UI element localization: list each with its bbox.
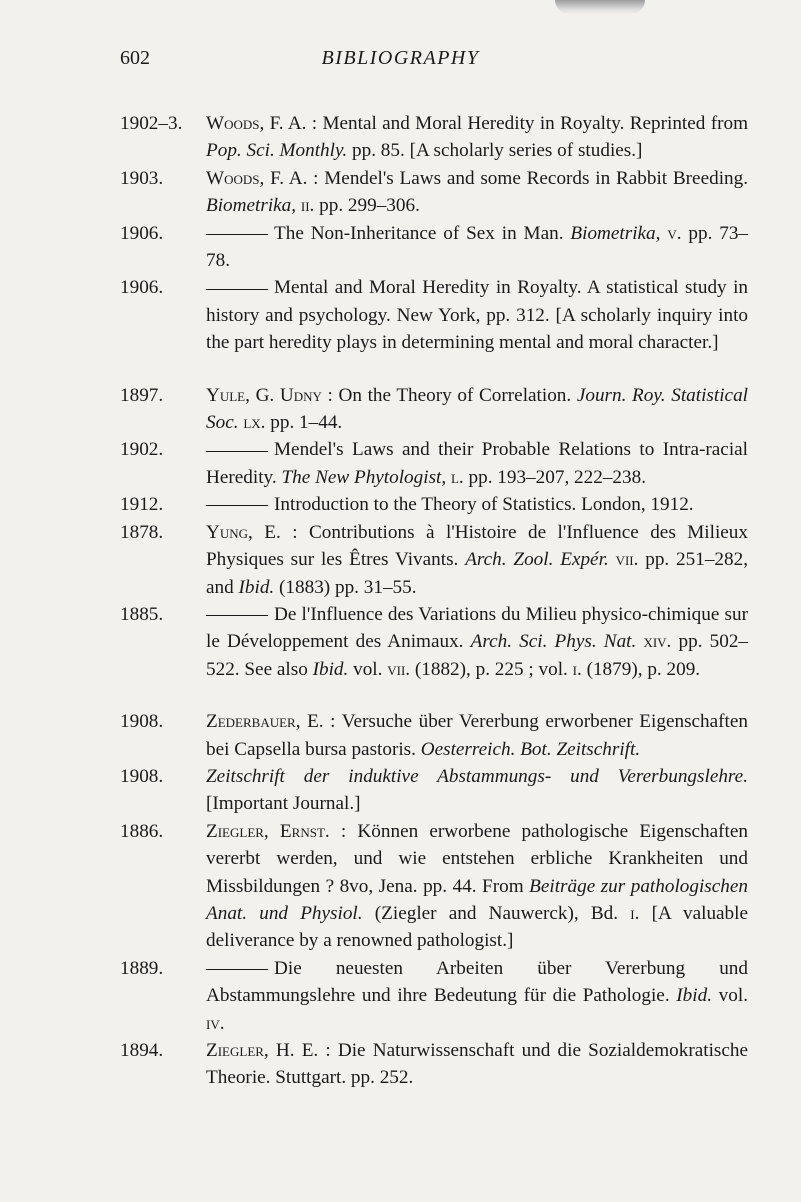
entry-text xyxy=(206,763,748,818)
entry-fragment: pp. 251–282, and xyxy=(206,549,749,598)
bibliography-entry xyxy=(120,220,748,275)
entry-fragment: pp. 193–207, 222–238. xyxy=(463,466,646,488)
entry-fragment: The Non-Inheritance of Sex in Man. xyxy=(274,222,571,244)
entry-text xyxy=(206,110,748,165)
entry-text xyxy=(206,165,748,220)
entry-fragment: [A valuable deliverance by a renowned pathologist.] xyxy=(206,902,748,952)
small-caps-text: Woods, F. A. xyxy=(206,113,307,134)
small-caps-text: Woods, F. A. xyxy=(206,167,308,189)
ditto-dash xyxy=(206,505,268,506)
bibliography-entry xyxy=(120,708,748,763)
entry-year: 1894. xyxy=(120,1040,164,1061)
entry-year: 1906. xyxy=(120,222,164,244)
small-caps-text: l. xyxy=(450,466,464,488)
italic-title: Arch. Sci. Phys. Nat. xyxy=(470,631,637,653)
bibliography-entry xyxy=(120,274,748,356)
entry-fragment: (1883) pp. 31–55. xyxy=(274,576,417,598)
entry-text xyxy=(206,1037,748,1092)
entry-fragment: Die neuesten Arbeiten über Vererbung und Abstammungslehre und ihre Bedeutung für die Pathologie. xyxy=(206,957,748,1007)
italic-title: Pop. Sci. Monthly. xyxy=(206,140,348,162)
entry-fragment: (1879), p. 209. xyxy=(581,658,701,680)
entry-fragment: vol. xyxy=(712,985,748,1007)
entry-fragment: Mental and Moral Heredity in Royalty. A statistical study in history and psychology. New York, pp. 312. [A scholarly inquiry into the part heredity plays in determining mental and moral character.] xyxy=(206,277,748,354)
entry-year: 1912. xyxy=(120,494,164,516)
italic-title: Ibid. xyxy=(676,985,713,1007)
ditto-dash xyxy=(206,234,268,235)
entry-fragment: : Contributions à l'Histoire de l'Influence des Milieux Physiques sur les Êtres Vivants. xyxy=(206,521,748,571)
entry-text xyxy=(206,436,748,491)
entry-fragment: pp. 1–44. xyxy=(265,412,343,434)
entry-fragment xyxy=(609,549,616,570)
entry-fragment: [Important Journal.] xyxy=(206,793,361,815)
small-caps-text: iv. xyxy=(206,1012,225,1034)
italic-title: Arch. Zool. Expér. xyxy=(465,549,609,571)
bibliography-entry xyxy=(120,519,748,601)
small-caps-text: Zederbauer, E. xyxy=(206,711,324,733)
entry-fragment: vol. xyxy=(348,658,388,680)
entry-fragment: pp. 502–522. See also xyxy=(206,631,749,680)
entry-fragment: pp. 299–306. xyxy=(314,195,420,217)
ditto-dash xyxy=(206,289,268,290)
italic-title: Journ. Roy. Statistical Soc. xyxy=(206,384,748,434)
entry-text xyxy=(206,220,748,275)
small-caps-text: xiv. xyxy=(643,631,672,653)
entry-fragment: : On the Theory of Correlation. xyxy=(321,384,577,406)
small-caps-text: vii. xyxy=(387,658,411,680)
entry-year: 1897. xyxy=(120,384,164,406)
entry-text xyxy=(206,491,748,518)
italic-title: Oesterreich. Bot. Zeitschrift. xyxy=(420,738,641,760)
entry-fragment: : Mental and Moral Heredity in Royalty. Reprinted from xyxy=(306,113,748,134)
bibliography-entry xyxy=(120,763,748,818)
bibliography-entry xyxy=(120,491,748,518)
entry-text xyxy=(206,382,748,437)
entry-fragment: : Können erworbene pathologische Eigenschaften vererbt werden, und wie entstehen erbliche Krankheiten und Missbildungen ? 8vo, Jena. pp. 44. From xyxy=(206,820,748,897)
entry-text xyxy=(206,601,748,683)
ditto-dash xyxy=(206,451,268,452)
small-caps-text: i. xyxy=(630,902,640,924)
bibliography-entry xyxy=(120,1037,748,1092)
entry-year: 1885. xyxy=(120,603,164,625)
entry-year: 1906. xyxy=(120,277,164,299)
ditto-dash xyxy=(206,969,268,970)
entry-year: 1908. xyxy=(120,765,164,787)
entry-fragment: (1882), p. 225 ; vol. xyxy=(410,658,573,680)
small-caps-text: v. xyxy=(667,222,682,244)
italic-title: Biometrika, xyxy=(206,195,297,217)
italic-title: Ibid. xyxy=(238,576,275,598)
entry-text xyxy=(206,955,748,1037)
entry-year: 1908. xyxy=(120,711,164,733)
running-head: BIBLIOGRAPHY xyxy=(321,47,480,69)
entry-fragment: pp. 85. [A scholarly series of studies.] xyxy=(347,140,643,162)
entry-text xyxy=(206,274,748,356)
italic-title: Beiträge zur pathologischen Anat. und Physiol. xyxy=(206,875,748,924)
entry-fragment: : Versuche über Vererbung erworbener Eigenschaften bei Capsella bursa pastoris. xyxy=(206,711,748,760)
small-caps-text: Yule, G. Udny xyxy=(206,384,322,406)
italic-title: Zeitschrift der induktive Abstammungs- und Vererbungslehre. xyxy=(206,765,748,787)
entry-year: 1889. xyxy=(120,957,164,979)
small-caps-text: i. xyxy=(572,658,582,680)
entry-fragment: (Ziegler and Nauwerck), Bd. xyxy=(362,902,631,924)
entry-year: 1902. xyxy=(120,439,164,461)
entry-fragment: Introduction to the Theory of Statistics. London, 1912. xyxy=(274,494,694,516)
entry-text xyxy=(206,818,748,955)
italic-title: Biometrika, xyxy=(570,222,661,244)
small-caps-text: ii. xyxy=(300,195,315,217)
italic-title: Ibid. xyxy=(312,658,349,680)
bibliography-entry xyxy=(120,436,748,491)
bibliography-entry xyxy=(120,110,748,165)
small-caps-text: Yung, E. xyxy=(206,521,281,543)
entry-text xyxy=(206,519,748,601)
entry-fragment: : Mendel's Laws and some Records in Rabbit Breeding. xyxy=(307,167,749,189)
entry-year: 1886. xyxy=(120,820,164,842)
bibliography-entry xyxy=(120,165,748,220)
small-caps-text: Ziegler, H. E. xyxy=(206,1040,319,1061)
entry-fragment: De l'Influence des Variations du Milieu physico-chimique sur le Développement des Animaux. xyxy=(206,603,748,653)
entry-fragment: : Die Naturwissenschaft und die Sozialdemokratische Theorie. Stuttgart. pp. 252. xyxy=(206,1040,748,1089)
italic-title: The New Phytologist, xyxy=(281,466,447,488)
entry-fragment: pp. 73–78. xyxy=(206,222,749,272)
entry-text xyxy=(206,708,748,763)
bibliography-entry xyxy=(120,955,748,1037)
small-caps-text: Ziegler, Ernst. xyxy=(206,820,330,842)
small-caps-text: lx. xyxy=(243,412,266,434)
page-header xyxy=(0,47,801,77)
bibliography-entry xyxy=(120,382,748,437)
bibliography-entry xyxy=(120,601,748,683)
entry-year: 1902–3. xyxy=(120,113,183,134)
bibliography-entry xyxy=(120,818,748,955)
page-number: 602 xyxy=(120,47,150,69)
entry-year: 1878. xyxy=(120,521,164,543)
scan-shadow xyxy=(555,0,645,14)
small-caps-text: vii. xyxy=(615,549,639,571)
bibliography-list xyxy=(120,110,748,1092)
entry-fragment: Mendel's Laws and their Probable Relations to Intra-racial Heredity. xyxy=(206,439,748,488)
ditto-dash xyxy=(206,615,268,616)
entry-year: 1903. xyxy=(120,167,164,189)
